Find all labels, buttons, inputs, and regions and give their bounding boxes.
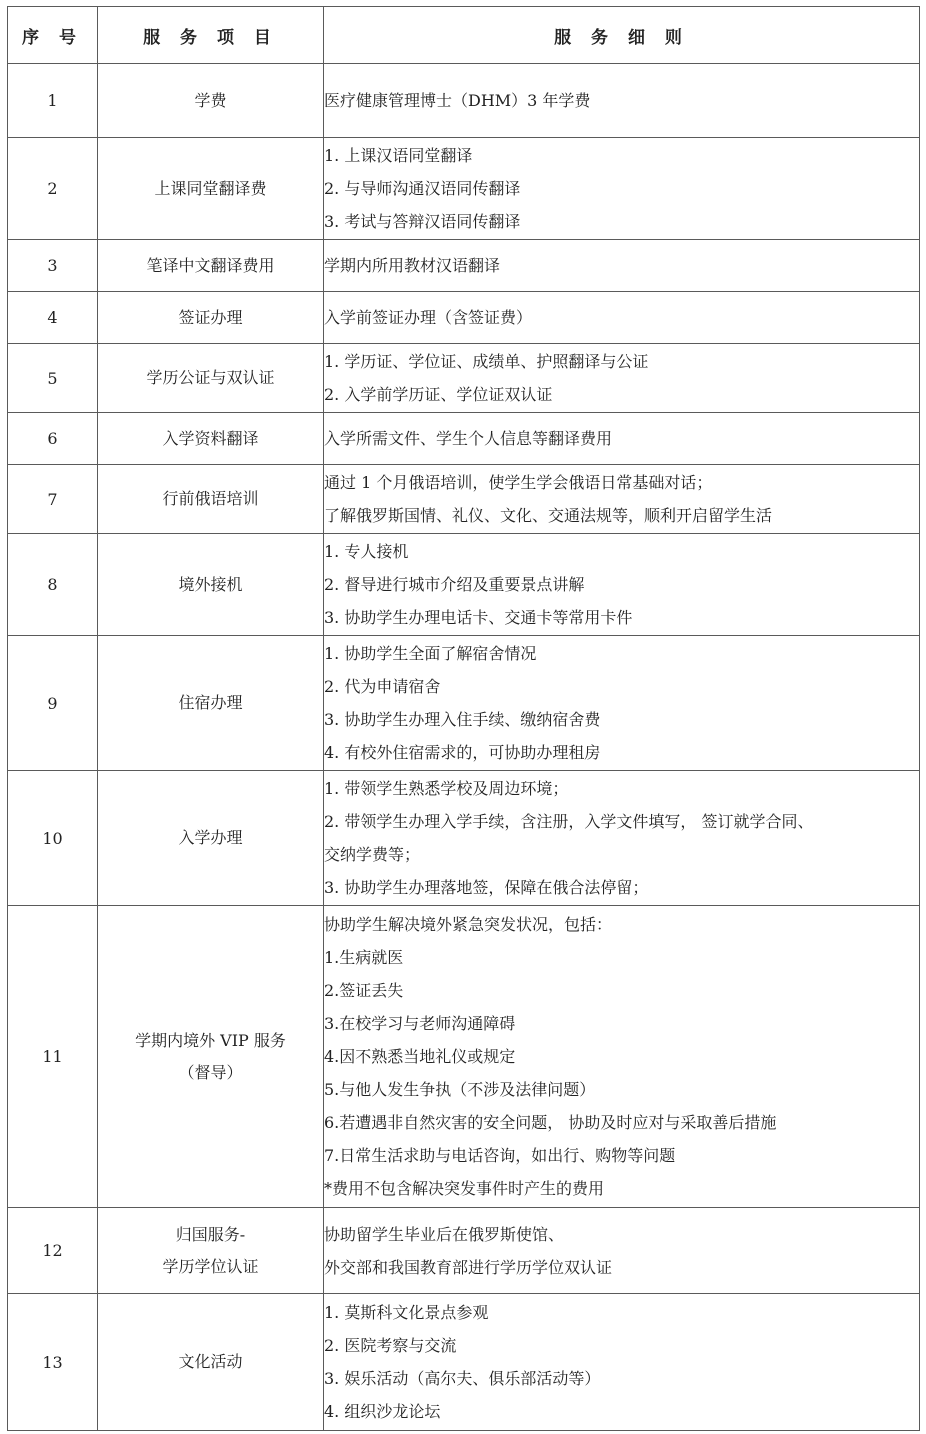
row-number: 9 bbox=[8, 636, 98, 771]
table-row bbox=[8, 292, 920, 344]
table-row bbox=[8, 636, 920, 771]
detail-line: 通过 1 个月俄语培训，使学生学会俄语日常基础对话； bbox=[324, 473, 713, 492]
table-row bbox=[8, 413, 920, 465]
detail-line: 4. 有校外住宿需求的，可协助办理租房 bbox=[324, 743, 601, 762]
detail-line: 3. 娱乐活动（高尔夫、俱乐部活动等） bbox=[324, 1369, 601, 1388]
detail-line: 2. 与导师沟通汉语同传翻译 bbox=[324, 179, 521, 198]
detail-line: 7.日常生活求助与电话咨询，如出行、购物等问题 bbox=[324, 1146, 676, 1165]
row-number: 5 bbox=[8, 344, 98, 413]
row-number: 8 bbox=[8, 534, 98, 636]
service-item-line: 学历公证与双认证 bbox=[146, 368, 275, 387]
detail-line: 2. 督导进行城市介绍及重要景点讲解 bbox=[324, 575, 585, 594]
detail-line: 2. 入学前学历证、学位证双认证 bbox=[324, 385, 553, 404]
detail-line: 2.签证丢失 bbox=[324, 981, 404, 1000]
detail-line: 2. 带领学生办理入学手续，含注册，入学文件填写， 签订就学合同、 bbox=[324, 812, 814, 831]
table-row bbox=[8, 1208, 920, 1294]
table-row bbox=[8, 240, 920, 292]
table-row bbox=[8, 1294, 920, 1431]
service-item-line: 文化活动 bbox=[178, 1352, 243, 1371]
detail-line: 协助留学生毕业后在俄罗斯使馆、 bbox=[324, 1224, 565, 1244]
service-item bbox=[98, 1294, 324, 1431]
service-item-line: 归国服务- bbox=[175, 1224, 246, 1244]
service-item-line: 学期内境外 VIP 服务 bbox=[135, 1030, 286, 1050]
service-item-line: 签证办理 bbox=[178, 307, 243, 327]
detail-line: 了解俄罗斯国情、礼仪、文化、交通法规等，顺利开启留学生活 bbox=[324, 506, 773, 525]
service-item bbox=[98, 292, 324, 344]
header-service-details: 服 务 细 则 bbox=[324, 7, 920, 64]
service-item-line: 住宿办理 bbox=[178, 693, 243, 712]
row-number: 1 bbox=[8, 64, 98, 138]
row-number: 4 bbox=[8, 292, 98, 344]
detail-line: 1. 学历证、学位证、成绩单、护照翻译与公证 bbox=[324, 352, 649, 371]
detail-line: 1. 专人接机 bbox=[324, 542, 409, 561]
service-item-line: （督导） bbox=[178, 1062, 243, 1082]
detail-line: 1. 带领学生熟悉学校及周边环境； bbox=[324, 779, 569, 798]
header-service-item: 服 务 项 目 bbox=[98, 7, 324, 64]
row-number: 11 bbox=[8, 906, 98, 1208]
detail-line: 3. 协助学生办理电话卡、交通卡等常用卡件 bbox=[324, 608, 633, 627]
table-row bbox=[8, 771, 920, 906]
detail-line: 外交部和我国教育部进行学历学位双认证 bbox=[324, 1257, 613, 1277]
service-item-line: 行前俄语培训 bbox=[162, 489, 259, 508]
detail-line: 入学所需文件、学生个人信息等翻译费用 bbox=[324, 429, 613, 448]
table-row bbox=[8, 906, 920, 1208]
service-item bbox=[98, 771, 324, 906]
service-item bbox=[98, 138, 324, 240]
service-item-line: 入学办理 bbox=[178, 828, 243, 847]
service-item bbox=[98, 1208, 324, 1294]
table-row bbox=[8, 534, 920, 636]
row-number: 13 bbox=[8, 1294, 98, 1431]
table-row bbox=[8, 64, 920, 138]
table-row bbox=[8, 138, 920, 240]
detail-line: 4.因不熟悉当地礼仪或规定 bbox=[324, 1047, 516, 1066]
detail-line: 3.在校学习与老师沟通障碍 bbox=[324, 1014, 516, 1033]
detail-line: 3. 考试与答辩汉语同传翻译 bbox=[324, 212, 521, 231]
detail-line: 1. 协助学生全面了解宿舍情况 bbox=[324, 644, 537, 663]
service-item-line: 上课同堂翻译费 bbox=[154, 178, 267, 198]
service-item-line: 学费 bbox=[194, 90, 227, 110]
detail-line: 4. 组织沙龙论坛 bbox=[324, 1402, 441, 1421]
row-number: 10 bbox=[8, 771, 98, 906]
detail-line: 2. 医院考察与交流 bbox=[324, 1336, 457, 1355]
service-item bbox=[98, 636, 324, 771]
row-number: 7 bbox=[8, 465, 98, 534]
service-item bbox=[98, 240, 324, 292]
detail-line: 1. 莫斯科文化景点参观 bbox=[324, 1303, 489, 1322]
detail-line: 1. 上课汉语同堂翻译 bbox=[324, 146, 473, 165]
service-item bbox=[98, 413, 324, 465]
detail-line: 1.生病就医 bbox=[324, 948, 404, 967]
detail-line: 6.若遭遇非自然灾害的安全问题， 协助及时应对与采取善后措施 bbox=[324, 1113, 777, 1132]
service-details bbox=[324, 413, 920, 465]
detail-line: 3. 协助学生办理落地签，保障在俄合法停留； bbox=[324, 878, 649, 897]
header-row bbox=[8, 7, 920, 64]
row-number: 2 bbox=[8, 138, 98, 240]
service-details bbox=[324, 465, 920, 534]
header-number: 序 号 bbox=[8, 7, 98, 64]
service-details bbox=[324, 1208, 920, 1294]
detail-line: 2. 代为申请宿舍 bbox=[324, 677, 441, 696]
row-number: 6 bbox=[8, 413, 98, 465]
service-item bbox=[98, 465, 324, 534]
service-details bbox=[324, 636, 920, 771]
service-details bbox=[324, 292, 920, 344]
service-item bbox=[98, 534, 324, 636]
service-details bbox=[324, 344, 920, 413]
service-details bbox=[324, 138, 920, 240]
service-details bbox=[324, 240, 920, 292]
service-item-line: 笔译中文翻译费用 bbox=[146, 255, 275, 275]
service-details bbox=[324, 1294, 920, 1431]
service-table bbox=[7, 6, 920, 1431]
service-item-line: 境外接机 bbox=[178, 574, 243, 594]
detail-line: 3. 协助学生办理入住手续、缴纳宿舍费 bbox=[324, 710, 601, 729]
detail-line: 5.与他人发生争执（不涉及法律问题） bbox=[324, 1080, 596, 1099]
detail-line: 交纳学费等； bbox=[324, 845, 421, 864]
table-row bbox=[8, 465, 920, 534]
detail-line: 协助学生解决境外紧急突发状况，包括： bbox=[324, 915, 613, 934]
row-number: 3 bbox=[8, 240, 98, 292]
row-number: 12 bbox=[8, 1208, 98, 1294]
service-details bbox=[324, 64, 920, 138]
service-details bbox=[324, 534, 920, 636]
detail-line: 医疗健康管理博士（DHM）3 年学费 bbox=[324, 91, 591, 110]
detail-line: 学期内所用教材汉语翻译 bbox=[324, 256, 501, 275]
service-details bbox=[324, 906, 920, 1208]
service-item bbox=[98, 344, 324, 413]
service-details bbox=[324, 771, 920, 906]
detail-line: *费用不包含解决突发事件时产生的费用 bbox=[324, 1179, 605, 1198]
service-item-line: 学历学位认证 bbox=[162, 1256, 259, 1276]
table-row bbox=[8, 344, 920, 413]
service-item-line: 入学资料翻译 bbox=[162, 428, 259, 448]
service-item bbox=[98, 64, 324, 138]
service-item bbox=[98, 906, 324, 1208]
detail-line: 入学前签证办理（含签证费） bbox=[324, 308, 533, 327]
